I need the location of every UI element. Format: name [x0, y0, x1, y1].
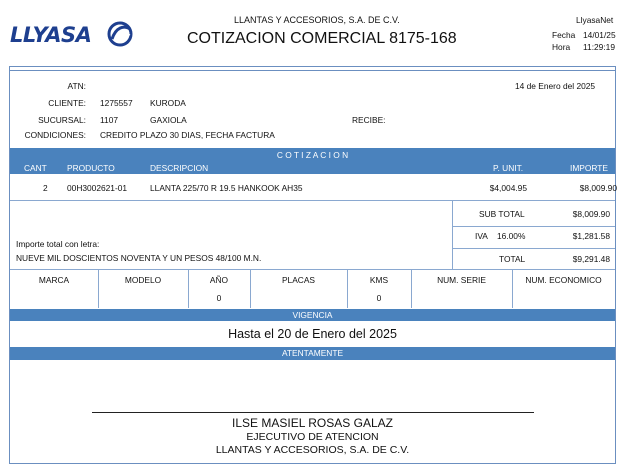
marca-header: MARCA: [38, 275, 70, 285]
sucursal-number: 1107: [100, 115, 119, 125]
sucursal-label: SUCURSAL:: [38, 115, 86, 125]
cliente-number: 1275557: [100, 98, 133, 108]
cliente-label: CLIENTE:: [48, 98, 86, 108]
row-punit: $4,004.95: [489, 183, 527, 193]
totals-rule: [452, 226, 615, 227]
vigencia-text: Hasta el 20 de Enero del 2025: [228, 327, 397, 341]
condiciones-label: CONDICIONES:: [24, 130, 86, 140]
importe-letra-value: NUEVE MIL DOSCIENTOS NOVENTA Y UN PESOS 48/100 M.N.: [16, 253, 262, 263]
num-serie-header: NUM. SERIE: [437, 275, 486, 285]
signer-role: EJECUTIVO DE ATENCION: [246, 431, 379, 443]
vigencia-bar: [10, 309, 615, 321]
importe-letra-label: Importe total con letra:: [16, 239, 100, 249]
atentamente-bar: [10, 347, 615, 360]
col-importe-header: IMPORTE: [570, 163, 609, 173]
row-descripcion: LLANTA 225/70 R 19.5 HANKOOK AH35: [150, 183, 303, 193]
company-name: LLANTAS Y ACCESORIOS, S.A. DE C.V.: [234, 15, 400, 25]
anio-value: 0: [216, 293, 222, 303]
divider: [10, 200, 615, 201]
atn-label: ATN:: [67, 81, 86, 91]
company-logo: [10, 23, 91, 49]
col-descripcion-header: DESCRIPCION: [150, 163, 209, 173]
iva-label: IVA: [475, 231, 488, 241]
anio-header: AÑO: [209, 275, 229, 285]
cliente-name: KURODA: [150, 98, 186, 108]
row-producto: 00H3002621-01: [67, 183, 128, 193]
logo-swirl-icon: [106, 21, 134, 47]
placas-header: PLACAS: [281, 275, 316, 285]
kms-header: KMS: [369, 275, 389, 285]
row-cant: 2: [43, 183, 48, 193]
document-title: COTIZACION COMERCIAL 8175-168: [187, 30, 457, 47]
hora-value: 11:29:19: [583, 42, 615, 52]
fecha-value: 14/01/25: [583, 30, 616, 40]
condiciones-value: CREDITO PLAZO 30 DIAS, FECHA FACTURA: [100, 130, 275, 140]
col-producto-header: PRODUCTO: [67, 163, 115, 173]
subtotal-label: SUB TOTAL: [479, 209, 525, 219]
sucursal-name: GAXIOLA: [150, 115, 187, 125]
col-cant-header: CANT: [24, 163, 47, 173]
fecha-label: Fecha: [552, 30, 576, 40]
signature-line: [92, 412, 534, 413]
num-economico-header: NUM. ECONOMICO: [525, 275, 602, 285]
signer-company: LLANTAS Y ACCESORIOS, S.A. DE C.V.: [215, 444, 410, 456]
hora-label: Hora: [552, 42, 571, 52]
cotizacion-title: C O T I Z A C I O N: [276, 150, 349, 160]
top-rule: [10, 70, 615, 71]
signer-name: ILSE MASIEL ROSAS GALAZ: [232, 416, 393, 430]
system-name: LlyasaNet: [576, 15, 614, 25]
subtotal-value: $8,009.90: [572, 209, 610, 219]
table-row: [10, 176, 615, 198]
atentamente-label: ATENTAMENTE: [281, 348, 344, 358]
total-label: TOTAL: [499, 254, 526, 264]
vehicle-grid: [10, 270, 615, 308]
totals-rule: [452, 248, 615, 249]
vigencia-label: VIGENCIA: [292, 310, 333, 320]
iva-rate: 16.00%: [497, 231, 526, 241]
kms-value: 0: [376, 293, 382, 303]
document-date: 14 de Enero del 2025: [515, 81, 596, 91]
total-value: $9,291.48: [572, 254, 610, 264]
row-importe: $8,009.90: [579, 183, 617, 193]
col-punit-header: P. UNIT.: [493, 163, 524, 173]
modelo-header: MODELO: [124, 275, 162, 285]
cotizacion-bar: [10, 148, 615, 174]
recibe-label: RECIBE:: [352, 115, 386, 125]
document-frame: [9, 66, 616, 464]
totals-divider: [452, 200, 453, 269]
iva-value: $1,281.58: [572, 231, 610, 241]
logo-wordmark: LLYASA: [10, 23, 92, 47]
